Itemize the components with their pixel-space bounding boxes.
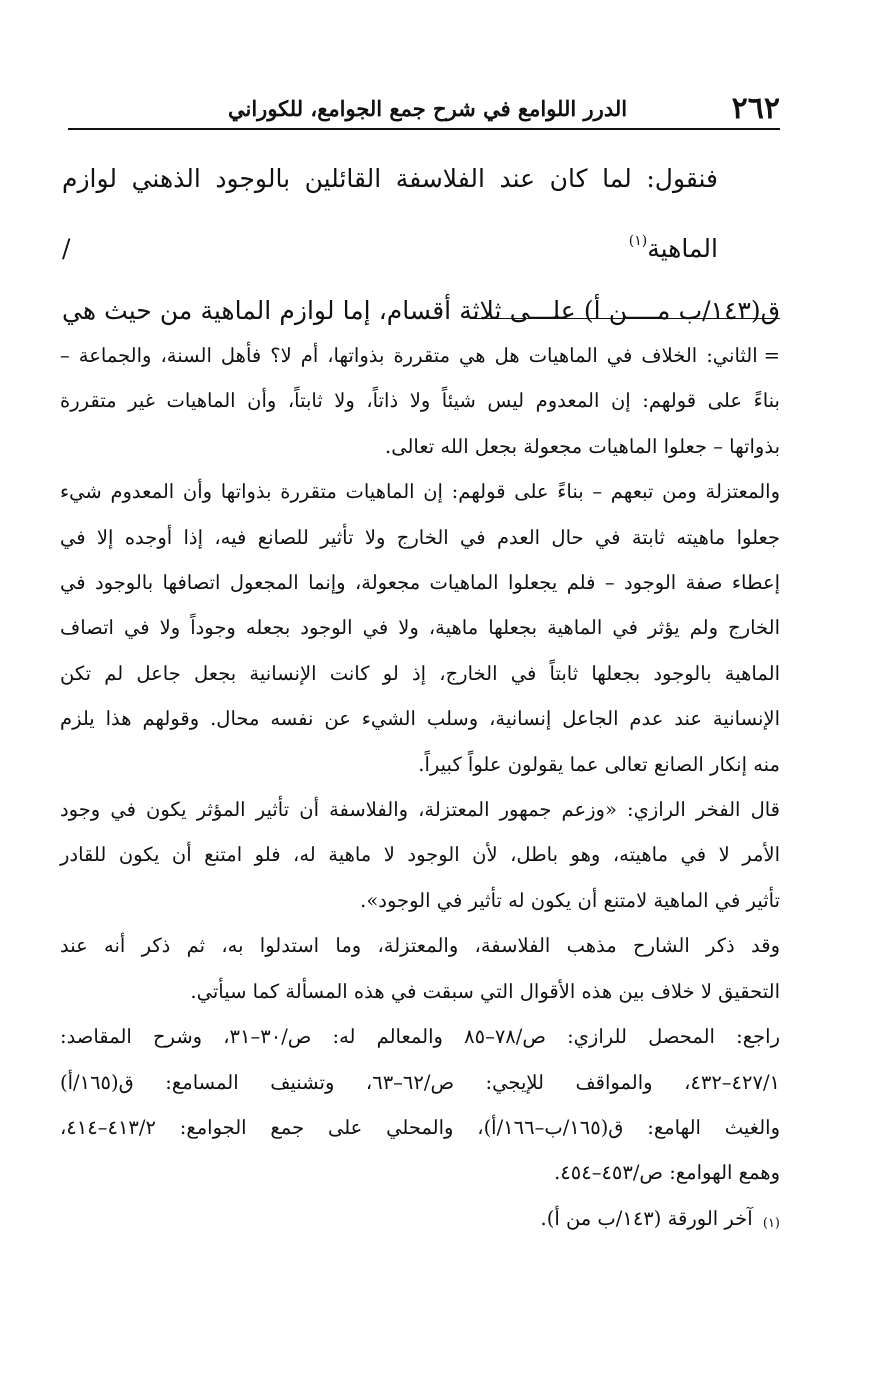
footnote-number: (١)	[762, 1215, 780, 1231]
note-line: ٤٢٧/١–٤٣٢، والمواقف للإيجي: ص/٦٢–٦٣، وتشنيف المسامع: ق(١٦٥/أ)	[60, 1070, 781, 1094]
note-line: راجع: المحصل للرازي: ص/٧٨–٨٥ والمعالم له: ص/٣٠–٣١، وشرح المقاصد:	[60, 1025, 780, 1049]
page-number: ٢٦٢	[731, 90, 780, 126]
note-line: تأثير في الماهية لامتنع أن يكون له تأثير في الوجود».	[360, 888, 780, 912]
running-title: الدرر اللوامع في شرح جمع الجوامع، للكوراني	[228, 95, 628, 121]
note-line: والغيث الهامع: ق(١٦٥/ب–١٦٦/أ)، والمحلي على جمع الجوامع: ٤١٣/٢–٤١٤،	[60, 1115, 780, 1139]
main-line-1-text: فنقول: لما كان عند الفلاسفة القائلين بالوجود الذهني لوازم الماهية	[62, 164, 718, 263]
footnote-text: آخر الورقة (١٤٣/ب من أ).	[540, 1206, 753, 1230]
footnote-separator	[472, 318, 780, 319]
main-line-2: ق(١٤٣/ب مــــن أ) علـــى ثلاثة أقسام، إما لوازم الماهية من حيث هي	[62, 296, 780, 325]
note-line: والمعتزلة ومن تبعهم – بناءً على قولهم: إن الماهيات متقررة بذواتها وأن المعدوم شيء	[60, 480, 780, 504]
note-line: الإنسانية عند عدم الجاعل إنسانية، وسلب الشيء عن نفسه محال. وقولهم هذا يلزم	[60, 707, 780, 731]
note-line: إعطاء صفة الوجود – فلم يجعلوا الماهيات مجعولة، وإنما المجعول اتصافها بالوجود في	[60, 571, 780, 595]
note-paragraph	[60, 787, 780, 923]
note-line: الخارج ولم يؤثر في الماهية بجعلها ماهية، ولا في الوجود بجعله وجوداً ولا في اتصاف	[60, 616, 780, 640]
note-line: التحقيق لا خلاف بين هذه الأقوال التي سبقت في هذه المسألة كما سيأتي.	[190, 979, 780, 1003]
note-line: قال الفخر الرازي: «وزعم جمهور المعتزلة، والفلاسفة أن تأثير المؤثر يكون في وجود	[60, 798, 780, 822]
main-text	[62, 148, 780, 342]
note-line: جعلوا ماهيته ثابتة في حال العدم في الخارج ولا تأثير للصانع فيه، إذا أوجده إلا في	[60, 525, 780, 549]
footnote-reference: (١)	[628, 233, 648, 249]
note-paragraph	[60, 333, 780, 469]
note-line: بناءً على قولهم: إن المعدوم ليس شيئاً ولا ذاتاً، ولا ثابتاً، وأن الماهيات غير متقررة	[60, 389, 780, 413]
continuation-mark: =	[763, 344, 780, 367]
note-line: بذواتها – جعلوا الماهيات مجعولة بجعل الله تعالى.	[385, 434, 780, 458]
note-line	[60, 333, 780, 378]
note-line: الأمر لا في ماهيته، وهو باطل، لأن الوجود لا ماهية له، فلو امتنع أن يكون للقادر	[60, 843, 780, 867]
note-line: وهمع الهوامع: ص/٤٥٣–٤٥٤.	[554, 1161, 780, 1185]
note-line-text: الثاني: الخلاف في الماهيات هل هي متقررة بذواتها، أم لا؟ فأهل السنة، والجماعة –	[60, 344, 758, 367]
running-head	[68, 88, 780, 130]
notes-section	[60, 333, 780, 1246]
footnote-line	[60, 1196, 780, 1246]
main-paragraph	[62, 148, 780, 342]
note-line: منه إنكار الصانع تعالى عما يقولون علواً كبيراً.	[418, 752, 780, 776]
references-paragraph	[60, 1014, 780, 1196]
main-line-1	[62, 148, 780, 280]
note-paragraph	[60, 923, 780, 1014]
note-line: وقد ذكر الشارح مذهب الفلاسفة، والمعتزلة، وما استدلوا به، ثم ذكر أنه عند	[60, 934, 780, 958]
page-break-slash: /	[62, 234, 629, 263]
note-line: الماهية بالوجود بجعلها ثابتاً في الخارج، إذ لو كانت الإنسانية بجعل جاعل لم تكن	[60, 661, 780, 685]
footnote-1	[60, 1196, 780, 1246]
note-paragraph	[60, 469, 780, 787]
